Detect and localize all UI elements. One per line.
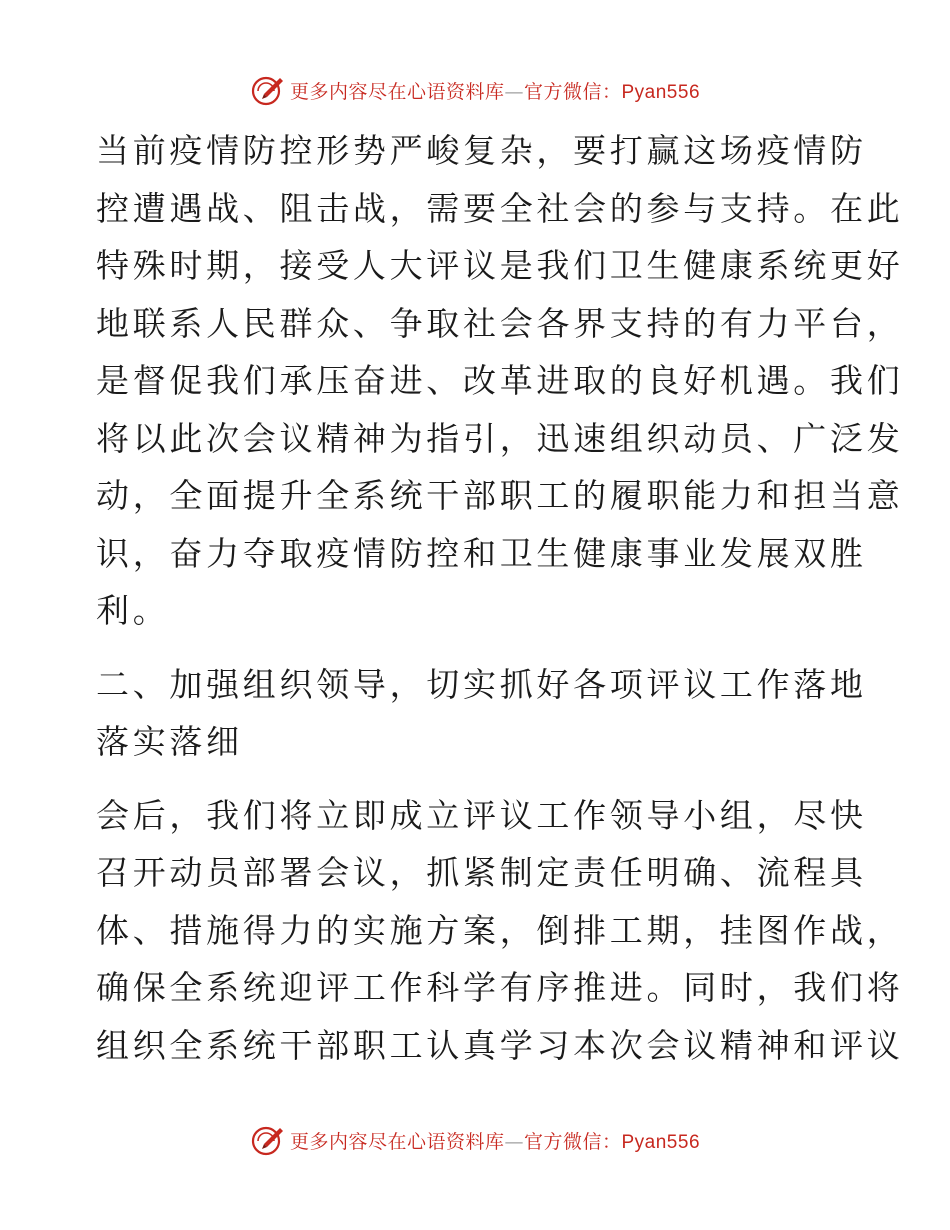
text-line: 当前疫情防控形势严峻复杂，要打赢这场疫情防 xyxy=(96,131,867,170)
text-line: 确保全系统迎评工作科学有序推进。同时，我们将 xyxy=(96,968,904,1007)
text-line: 利。 xyxy=(96,591,170,630)
text-line: 是督促我们承压奋进、改革进取的良好机遇。我们 xyxy=(96,361,904,400)
heading-line: 落实落细 xyxy=(96,722,243,761)
footer-watermark xyxy=(0,1120,950,1160)
watermark-separator: — xyxy=(504,1130,524,1153)
watermark-label: 更多内容尽在心语资料库 xyxy=(289,1130,505,1153)
section-heading xyxy=(96,656,867,771)
paragraph-intro xyxy=(96,122,904,640)
text-line: 地联系人民群众、争取社会各界支持的有力平台， xyxy=(96,303,904,343)
watermark-wechat: 官方微信：Pyan556 xyxy=(524,81,701,103)
text-line: 识，奋力夺取疫情防控和卫生健康事业发展双胜 xyxy=(96,533,867,573)
text-line: 召开动员部署会议，抓紧制定责任明确、流程具 xyxy=(96,853,867,892)
text-line: 会后，我们将立即成立评议工作领导小组，尽快 xyxy=(96,795,867,835)
text-line: 将以此次会议精神为指引，迅速组织动员、广泛发 xyxy=(96,418,904,458)
watermark-text xyxy=(290,77,700,104)
text-line: 动，全面提升全系统干部职工的履职能力和担当意 xyxy=(96,476,904,515)
heading-line: 二、加强组织领导，切实抓好各项评议工作落地 xyxy=(96,664,867,704)
brand-logo-icon xyxy=(250,1122,286,1158)
text-line: 组织全系统干部职工认真学习本次会议精神和评议 xyxy=(96,1025,904,1065)
brand-logo-icon xyxy=(250,72,286,108)
watermark-text xyxy=(290,1127,700,1154)
header-watermark xyxy=(0,70,950,110)
watermark-wechat: 官方微信：Pyan556 xyxy=(524,1131,701,1153)
text-line: 控遭遇战、阻击战，需要全社会的参与支持。在此 xyxy=(96,188,904,228)
watermark-label: 更多内容尽在心语资料库 xyxy=(289,80,505,103)
document-body xyxy=(96,122,904,1074)
text-line: 特殊时期，接受人大评议是我们卫生健康系统更好 xyxy=(96,246,904,285)
text-line: 体、措施得力的实施方案，倒排工期，挂图作战， xyxy=(96,910,904,950)
watermark-separator: — xyxy=(504,80,524,103)
paragraph-followup xyxy=(96,787,904,1075)
